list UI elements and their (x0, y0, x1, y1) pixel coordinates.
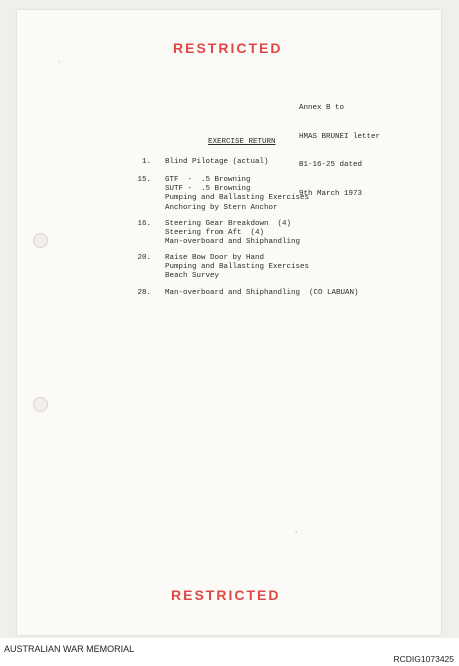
annex-line: Annex B to (299, 104, 345, 112)
entry-line: Blind Pilotage (actual) (165, 158, 269, 166)
entry-line: Man-overboard and Shiphandling (165, 238, 301, 247)
entry-line: SUTF - .5 Browning (165, 185, 251, 194)
entry-day: 20. (137, 254, 151, 262)
record-id: RCDIG1073425 (393, 654, 454, 664)
institution-name: AUSTRALIAN WAR MEMORIAL (4, 644, 135, 654)
annex-line: 9th March 1973 (299, 189, 363, 198)
restricted-stamp-bottom: RESTRICTED (171, 587, 281, 603)
entry-line: Steering from Aft (4) (165, 229, 265, 238)
ink-dot-mark: ˎ (294, 526, 299, 534)
entry-line: Raise Bow Door by Hand (165, 254, 265, 262)
entry-line: GTF - .5 Browning (165, 176, 251, 184)
entry-line: Pumping and Ballasting Exercises (165, 194, 310, 203)
punch-hole-top (33, 233, 48, 248)
annex-reference (299, 85, 380, 209)
entry-line: Steering Gear Breakdown (4) (165, 220, 292, 228)
entry-day: 16. (137, 220, 151, 228)
entry-line: Pumping and Ballasting Exercises (165, 263, 310, 272)
annex-line: HMAS BRUNEI letter (299, 132, 381, 141)
entry-day: 28. (137, 289, 151, 297)
scribble-mark: ˙ (57, 62, 62, 70)
entry-day: 15. (137, 176, 151, 184)
archive-footer (0, 641, 459, 666)
restricted-stamp-top: RESTRICTED (173, 40, 283, 56)
entry-day: 1. (141, 158, 151, 166)
document-heading: EXERCISE RETURN (208, 138, 276, 146)
entry-line: Anchoring by Stern Anchor (165, 203, 278, 212)
entry-line: Beach Survey (165, 272, 220, 281)
punch-hole-bottom (33, 397, 48, 412)
annex-line: B1-16-25 dated (299, 161, 363, 169)
entry-line: Man-overboard and Shiphandling (CO LABUAN) (165, 289, 359, 297)
